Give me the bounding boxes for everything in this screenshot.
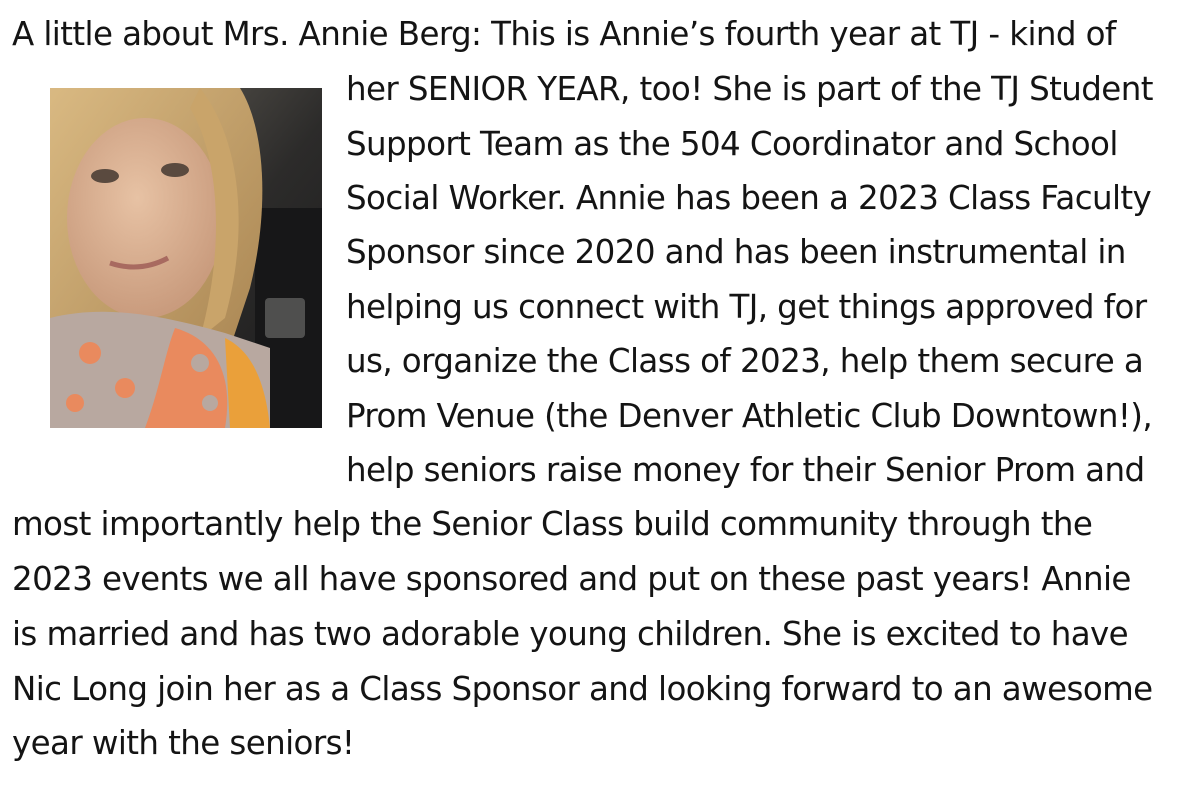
paragraph-line: helping us connect with TJ, get things approved for [346,288,1147,326]
paragraph-line: help seniors raise money for their Senior Prom and [346,451,1145,489]
paragraph-line: A little about Mrs. Annie Berg: This is Annie’s fourth year at TJ - kind of [12,15,1116,53]
paragraph-line: Prom Venue (the Denver Athletic Club Downtown!), [346,397,1153,435]
paragraph-line: most importantly help the Senior Class build community through the [12,505,1093,543]
paragraph-line: year with the seniors! [12,724,355,762]
portrait-photo [50,88,322,428]
paragraph-line: is married and has two adorable young children. She is excited to have [12,615,1129,653]
paragraph-line: Support Team as the 504 Coordinator and School [346,125,1118,163]
paragraph-line: Sponsor since 2020 and has been instrumental in [346,233,1126,271]
paragraph-line: us, organize the Class of 2023, help them secure a [346,342,1144,380]
paragraph-line: her SENIOR YEAR, too! She is part of the TJ Student [346,70,1153,108]
paragraph-line: Nic Long join her as a Class Sponsor and looking forward to an awesome [12,670,1153,708]
paragraph-line: 2023 events we all have sponsored and put on these past years! Annie [12,560,1131,598]
paragraph-line: Social Worker. Annie has been a 2023 Class Faculty [346,179,1152,217]
